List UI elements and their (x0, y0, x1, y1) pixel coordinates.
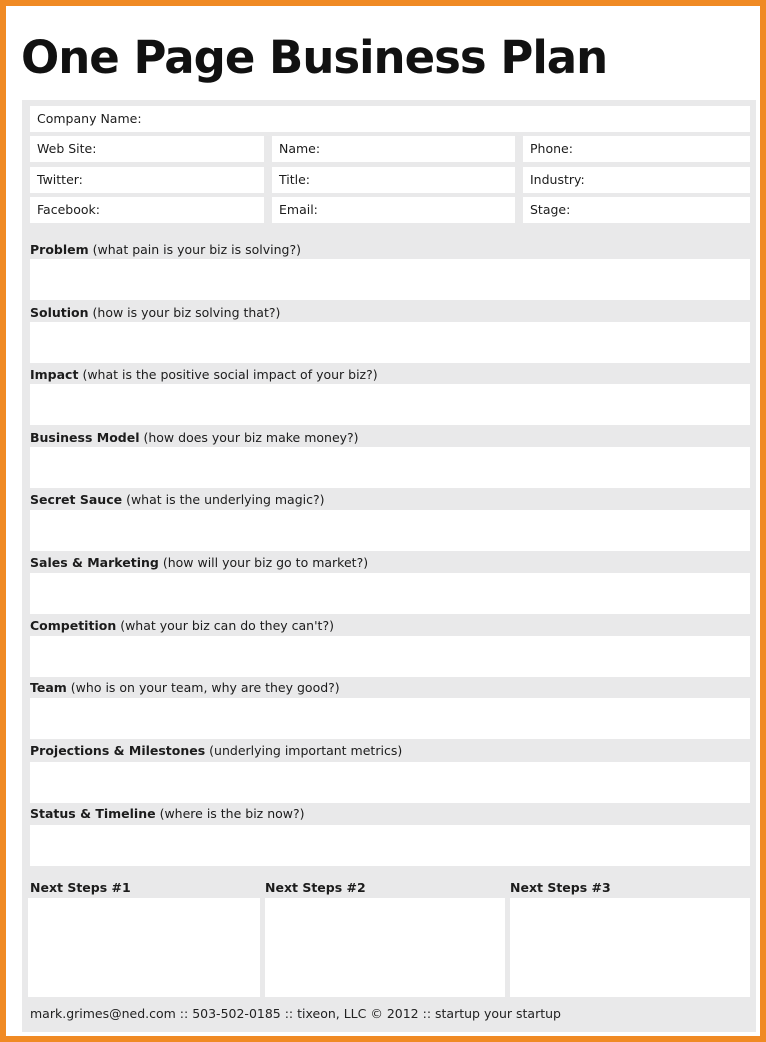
email-field[interactable]: Email: (272, 197, 515, 223)
impact-answer-box[interactable] (30, 384, 750, 425)
projections-milestones-answer-box[interactable] (30, 762, 750, 803)
secret-sauce-label: Secret Sauce (what is the underlying magic?) (30, 492, 325, 507)
solution-label: Solution (how is your biz solving that?) (30, 305, 281, 320)
facebook-field[interactable]: Facebook: (30, 197, 264, 223)
status-timeline-answer-box[interactable] (30, 825, 750, 866)
problem-answer-box[interactable] (30, 259, 750, 300)
competition-answer-box[interactable] (30, 636, 750, 677)
title-field[interactable]: Title: (272, 167, 515, 193)
next-steps-1-box[interactable] (28, 898, 260, 997)
business-plan-sheet (8, 8, 758, 1034)
business-model-answer-box[interactable] (30, 447, 750, 488)
competition-label: Competition (what your biz can do they can't?) (30, 618, 334, 633)
company-name-field[interactable]: Company Name: (30, 106, 750, 132)
phone-field[interactable]: Phone: (523, 136, 750, 162)
footer-contact: mark.grimes@ned.com :: 503-502-0185 :: tixeon, LLC © 2012 :: startup your startup (30, 1006, 561, 1021)
team-label: Team (who is on your team, why are they good?) (30, 680, 340, 695)
team-answer-box[interactable] (30, 698, 750, 739)
problem-label: Problem (what pain is your biz is solving?) (30, 242, 301, 257)
name-field[interactable]: Name: (272, 136, 515, 162)
next-steps-2-label: Next Steps #2 (265, 880, 366, 895)
business-model-label: Business Model (how does your biz make money?) (30, 430, 359, 445)
impact-label: Impact (what is the positive social impact of your biz?) (30, 367, 378, 382)
next-steps-3-label: Next Steps #3 (510, 880, 611, 895)
projections-milestones-label: Projections & Milestones (underlying important metrics) (30, 743, 403, 758)
twitter-field[interactable]: Twitter: (30, 167, 264, 193)
sales-marketing-label: Sales & Marketing (how will your biz go to market?) (30, 555, 369, 570)
solution-answer-box[interactable] (30, 322, 750, 363)
next-steps-1-label: Next Steps #1 (30, 880, 131, 895)
industry-field[interactable]: Industry: (523, 167, 750, 193)
status-timeline-label: Status & Timeline (where is the biz now?) (30, 806, 305, 821)
sales-marketing-answer-box[interactable] (30, 573, 750, 614)
page-title: One Page Business Plan (21, 31, 608, 84)
next-steps-3-box[interactable] (510, 898, 750, 997)
next-steps-2-box[interactable] (265, 898, 505, 997)
stage-field[interactable]: Stage: (523, 197, 750, 223)
web-site-field[interactable]: Web Site: (30, 136, 264, 162)
secret-sauce-answer-box[interactable] (30, 510, 750, 551)
